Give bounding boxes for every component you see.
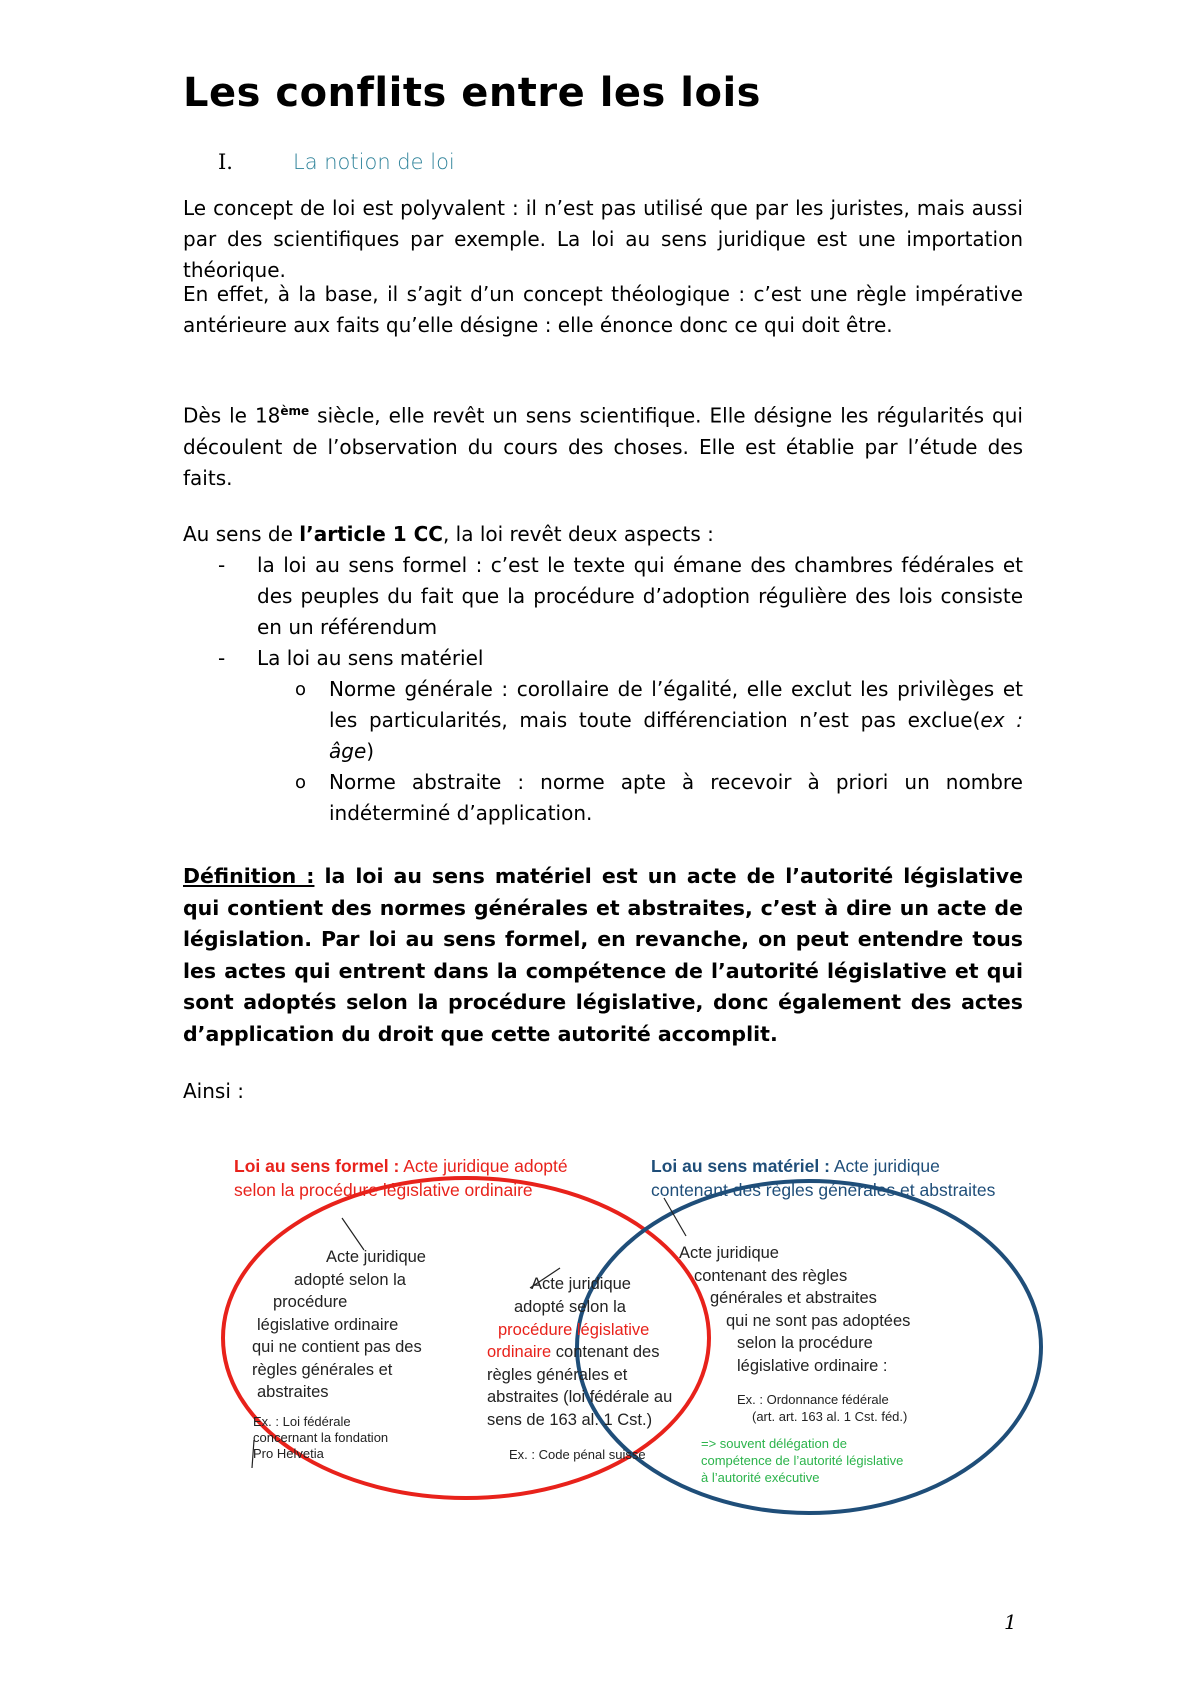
superscript: ème: [280, 404, 310, 418]
svg-text:Acte juridique: Acte juridique: [531, 1275, 631, 1293]
svg-text:procédure législative: procédure législative: [498, 1321, 650, 1339]
right-example: [737, 1392, 907, 1424]
svg-text:générales et abstraites: générales et abstraites: [710, 1289, 877, 1307]
materiel-header-line2: contenant des règles générales et abstraites: [651, 1180, 996, 1200]
ainsi-text: Ainsi :: [183, 1079, 244, 1103]
svg-text:(art. art. 163 al. 1 Cst. féd.: (art. art. 163 al. 1 Cst. féd.): [752, 1409, 908, 1424]
paragraph-1: Le concept de loi est polyvalent : il n’est pas utilisé que par les juristes, mais aussi par des scientifiques par exemple. La loi au sens juridique est une importation théorique.: [183, 196, 1023, 282]
right-green-note: [701, 1436, 903, 1485]
page-number: 1: [1004, 1610, 1017, 1634]
paragraph-3: Dès le 18ème siècle, elle revêt un sens scientifique. Elle désigne les régularités qui découlent de l’observation du cours des choses. Elle est établie par l’étude des faits.: [183, 403, 1023, 490]
page-title: Les conflits entre les lois: [183, 70, 761, 116]
svg-text:sens de 163 al. 1 Cst.): sens de 163 al. 1 Cst.): [487, 1411, 653, 1429]
svg-text:abstraites: abstraites: [257, 1383, 329, 1401]
center-example: Ex. : Code pénal suisse: [509, 1447, 646, 1462]
svg-text:procédure: procédure: [273, 1293, 348, 1311]
svg-text:qui ne sont pas adoptées: qui ne sont pas adoptées: [726, 1312, 911, 1330]
svg-text:compétence de l’autorité légis: compétence de l’autorité législative: [701, 1453, 904, 1468]
left-region-text: [252, 1248, 426, 1401]
svg-text:contenant des règles: contenant des règles: [694, 1267, 848, 1285]
definition-label: Définition :: [183, 864, 315, 888]
svg-text:concernant la fondation: concernant la fondation: [253, 1430, 389, 1445]
svg-text:abstraites (loi fédérale au: abstraites (loi fédérale au: [487, 1388, 673, 1406]
list-item: - La loi au sens matériel o Norme générale : corollaire de l’égalité, elle exclut les privilèges et les particularités, mais toute différenciation n’est pas exclue(ex : âge) o Norme abstraite : norme apte à recevoir à priori un nombre indéterminé d’application.: [183, 643, 1023, 829]
svg-text:=> souvent délégation de: => souvent délégation de: [701, 1436, 848, 1451]
center-region-text: [487, 1275, 672, 1429]
formel-header-line2: selon la procédure législative ordinaire: [234, 1180, 533, 1200]
svg-text:Acte juridique: Acte juridique: [326, 1248, 426, 1266]
list-item: - la loi au sens formel : c’est le texte qui émane des chambres fédérales et des peuples du fait que la procédure d’adoption régulière des lois consiste en un référendum: [218, 553, 1023, 639]
svg-text:législative ordinaire: législative ordinaire: [257, 1316, 399, 1334]
section-number: I.: [218, 150, 233, 174]
svg-text:Acte juridique: Acte juridique: [679, 1244, 779, 1262]
svg-text:législative ordinaire :: législative ordinaire :: [737, 1357, 888, 1375]
svg-text:Ex. : Ordonnance fédérale: Ex. : Ordonnance fédérale: [737, 1392, 889, 1407]
article-reference: l’article 1 CC: [299, 522, 443, 546]
formel-header: Loi au sens formel : Acte juridique adopté: [234, 1156, 568, 1176]
svg-text:règles générales et: règles générales et: [487, 1366, 628, 1384]
sub-list-item: o Norme abstraite : norme apte à recevoir à priori un nombre indéterminé d’application.: [295, 770, 1023, 825]
section-title: La notion de loi: [293, 150, 455, 174]
svg-text:qui ne contient pas des: qui ne contient pas des: [252, 1338, 422, 1356]
sub-list-item: o Norme générale : corollaire de l’égalité, elle exclut les privilèges et les particularités, mais toute différenciation n’est pas exclue(ex : âge): [295, 677, 1023, 763]
svg-text:règles générales et: règles générales et: [252, 1361, 393, 1379]
svg-text:selon la procédure: selon la procédure: [737, 1334, 873, 1352]
left-example: [253, 1414, 388, 1461]
svg-text:adopté selon la: adopté selon la: [294, 1271, 406, 1289]
materiel-header: Loi au sens matériel : Acte juridique: [651, 1156, 940, 1176]
svg-text:à l’autorité exécutive: à l’autorité exécutive: [701, 1470, 820, 1485]
definition: Définition : la loi au sens matériel est un acte de l’autorité législative qui contient des normes générales et abstraites, c’est à dire un acte de législation. Par loi au sens formel, en revanche, on peut entendre tous les actes qui entrent dans la compétence de l’autorité législative et qui sont adoptés selon la procédure législative, donc également des actes d’application du droit que cette autorité accomplit.: [183, 864, 1023, 1046]
paragraph-2: En effet, à la base, il s’agit d’un concept théologique : c’est une règle impérative antérieure aux faits qu’elle désigne : elle énonce donc ce qui doit être.: [183, 282, 1023, 337]
pointer-line: [342, 1218, 364, 1250]
right-region-text: [679, 1244, 910, 1375]
paragraph-4: Au sens de l’article 1 CC, la loi revêt deux aspects :: [183, 522, 714, 546]
svg-text:Ex. : Loi fédérale: Ex. : Loi fédérale: [253, 1414, 351, 1429]
svg-text:adopté selon la: adopté selon la: [514, 1298, 626, 1316]
svg-text:ordinaire contenant des: ordinaire contenant des: [487, 1343, 660, 1361]
svg-text:Pro Helvetia: Pro Helvetia: [253, 1446, 324, 1461]
